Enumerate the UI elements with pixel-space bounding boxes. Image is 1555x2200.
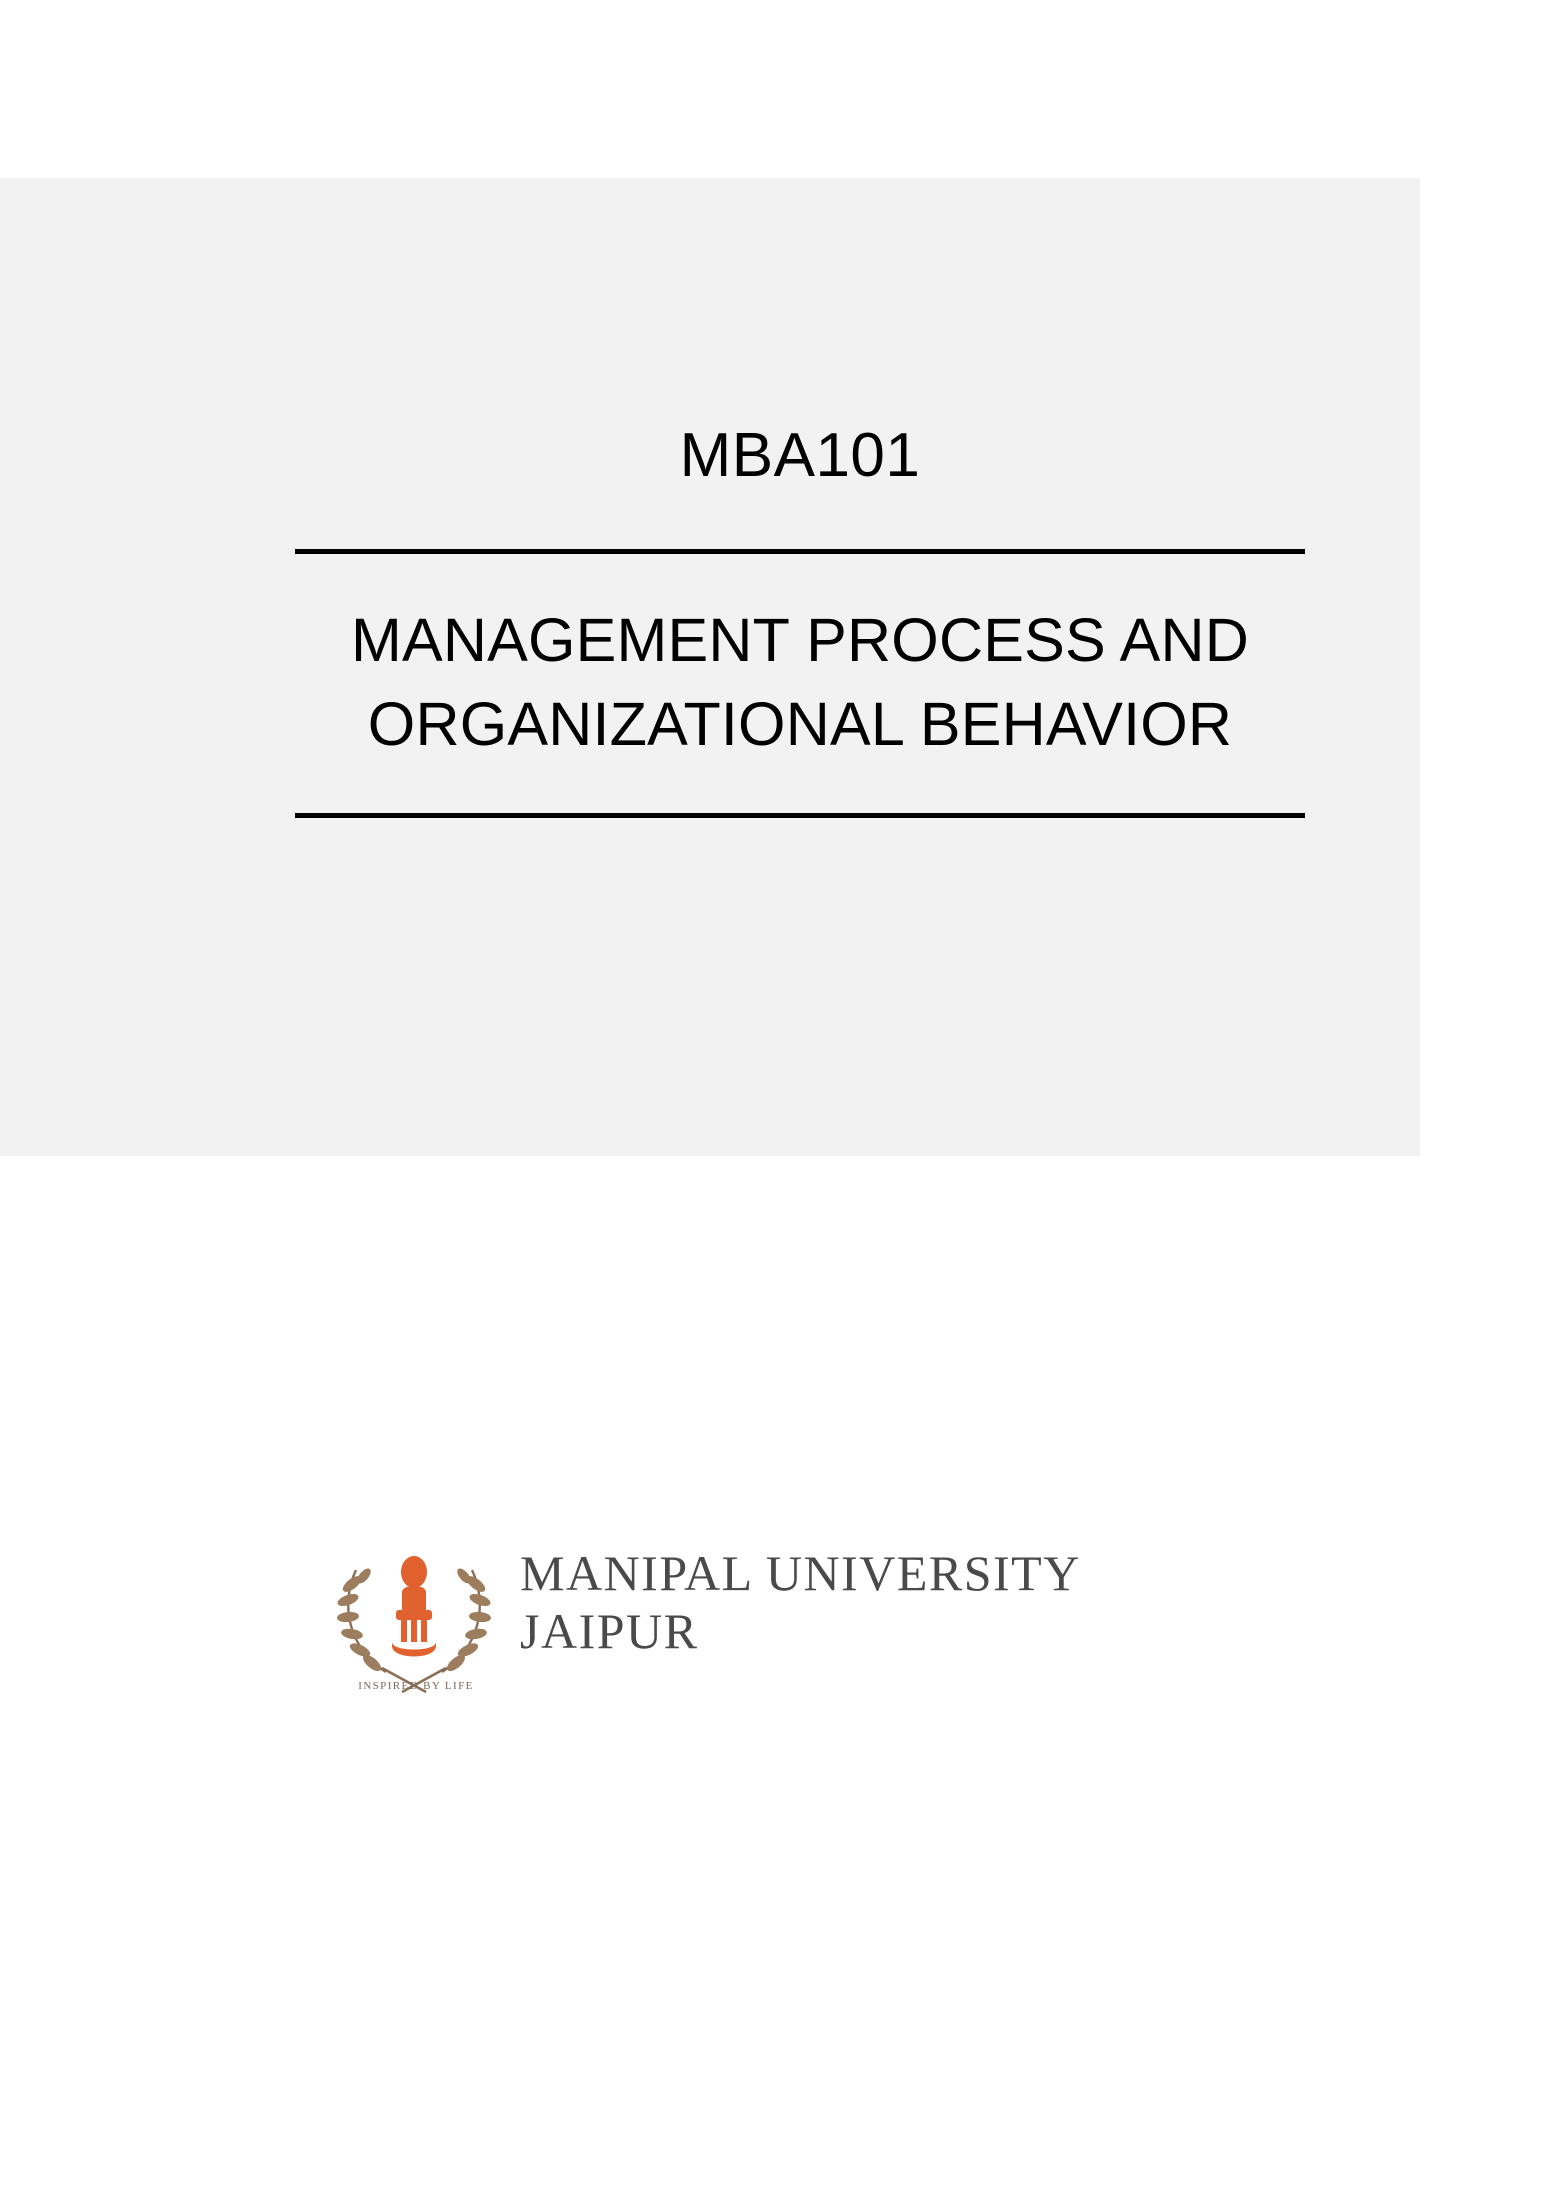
university-logo bbox=[330, 1520, 1230, 1700]
course-code: MBA101 bbox=[679, 421, 921, 490]
logo-wordmark bbox=[520, 1544, 1081, 1673]
title-block bbox=[290, 420, 1310, 818]
logo-name-line-1: MANIPAL UNIVERSITY bbox=[520, 1544, 1081, 1601]
manipal-emblem-icon bbox=[330, 1526, 498, 1694]
logo-name-line-2: JAIPUR bbox=[520, 1602, 699, 1659]
logo-tagline: INSPIRED BY LIFE bbox=[358, 1680, 474, 1692]
divider-top bbox=[295, 549, 1305, 554]
divider-bottom bbox=[295, 813, 1305, 818]
page-title: MANAGEMENT PROCESS AND ORGANIZATIONAL BEHAVIOR bbox=[350, 606, 1250, 759]
